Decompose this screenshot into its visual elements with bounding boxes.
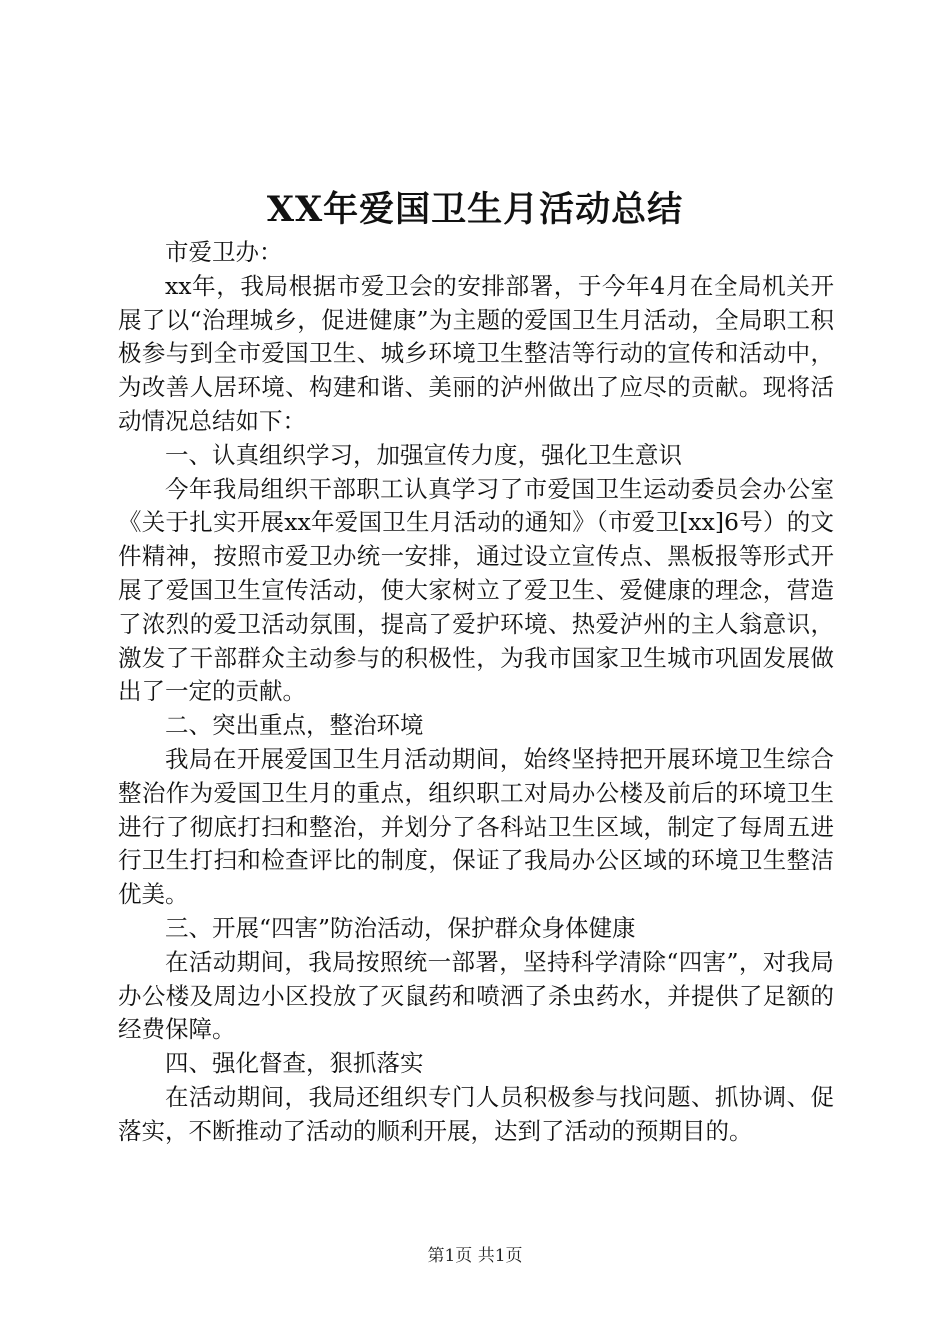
section-heading-2: 二、突出重点，整治环境: [165, 711, 424, 740]
section-paragraph-3: 在活动期间，我局按照统一部署，坚持科学清除“四害”，对我局办公楼及周边小区投放了灭鼠药和喷洒了杀虫药水，并提供了足额的经费保障。: [118, 947, 834, 1044]
section-heading-1: 一、认真组织学习，加强宣传力度，强化卫生意识: [165, 440, 682, 469]
section-paragraph-2: 我局在开展爱国卫生月活动期间，始终坚持把开展环境卫生综合整治作为爱国卫生月的重点，组织职工对局办公楼及前后的环境卫生进行了彻底打扫和整治，并划分了各科站卫生区域，制定了每周五进行卫生打扫和检查评比的制度，保证了我局办公区域的环境卫生整洁优美。: [118, 744, 834, 909]
section-heading-4: 四、强化督查，狠抓落实: [165, 1049, 424, 1078]
document-title: XX年爱国卫生月活动总结: [266, 189, 684, 230]
section-paragraph-4: 在活动期间，我局还组织专门人员积极参与找问题、抓协调、促落实，不断推动了活动的顺利开展，达到了活动的预期目的。: [118, 1082, 834, 1145]
salutation: 市爱卫办：: [165, 238, 283, 266]
page-footer: 第1页 共1页: [427, 1246, 523, 1266]
section-paragraph-1: 今年我局组织干部职工认真学习了市爱国卫生运动委员会办公室《关于扎实开展xx年爱国卫生月活动的通知》（市爱卫[xx]6号）的文件精神，按照市爱卫办统一安排，通过设立宣传点、黑板报等形式开展了爱国卫生宣传活动，使大家树立了爱卫生、爱健康的理念，营造了浓烈的爱卫活动氛围，提高了爱护环境、热爱泸州的主人翁意识，激发了干部群众主动参与的积极性，为我市国家卫生城市巩固发展做出了一定的贡献。: [118, 474, 834, 706]
document-body: [118, 236, 834, 1149]
intro-paragraph: xx年，我局根据市爱卫会的安排部署，于今年4月在全局机关开展了以“治理城乡，促进健康”为主题的爱国卫生月活动，全局职工积极参与到全市爱国卫生、城乡环境卫生整洁等行动的宣传和活动中，为改善人居环境、构建和谐、美丽的泸州做出了应尽的贡献。现将活动情况总结如下：: [118, 271, 834, 435]
section-heading-3: 三、开展“四害”防治活动，保护群众身体健康: [165, 913, 636, 942]
